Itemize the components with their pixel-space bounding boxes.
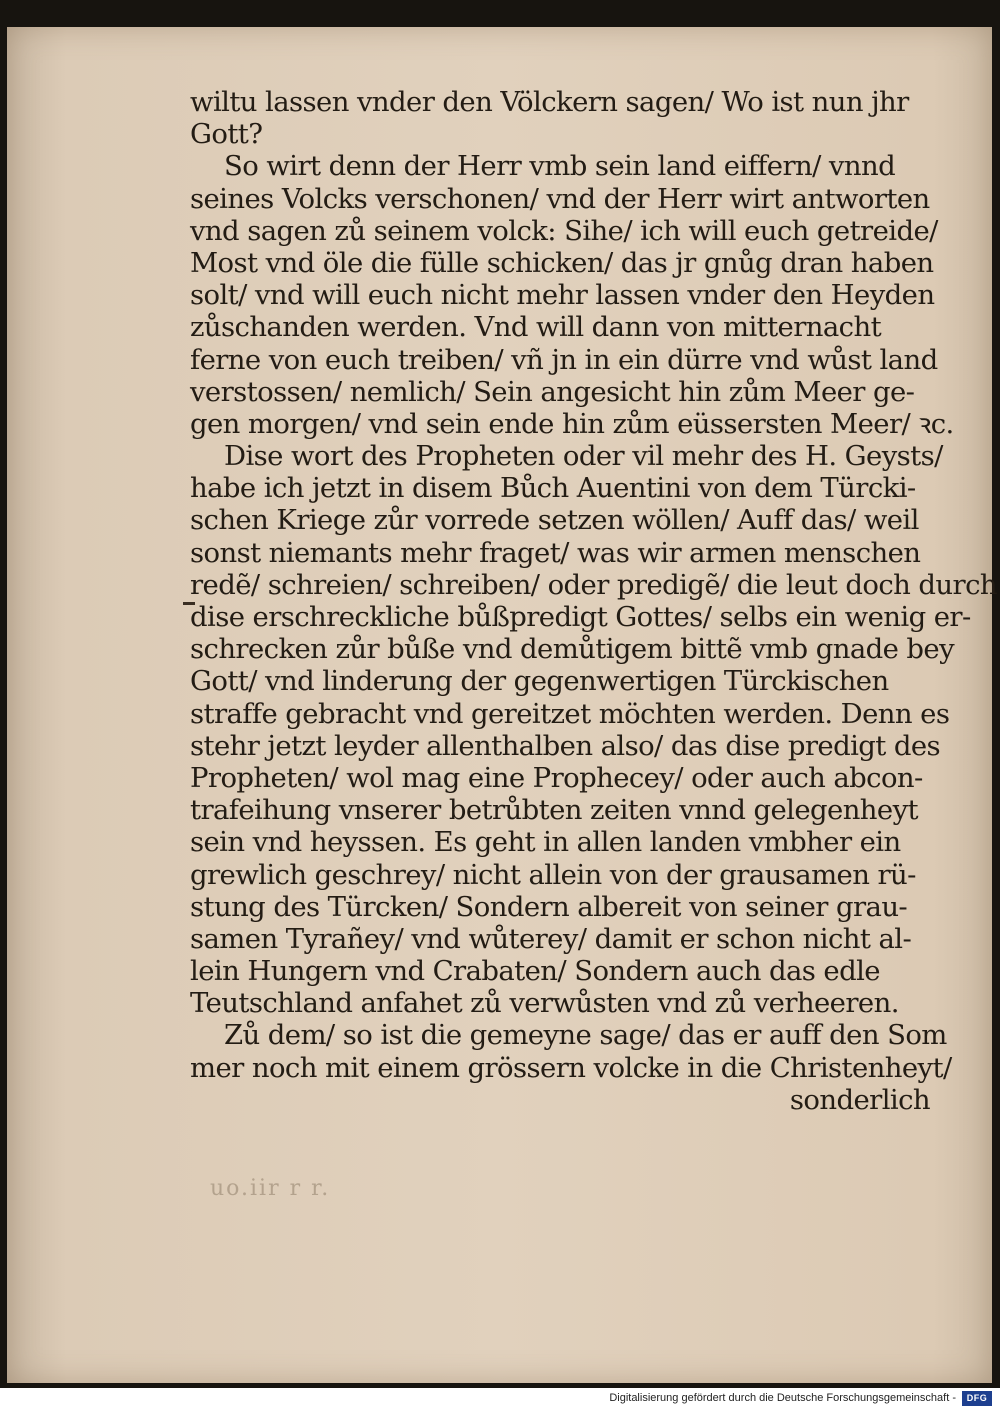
text-line: trafeihung vnserer betrůbten zeiten vnnd gelegenheyt [190, 794, 918, 827]
text-line: straffe gebracht vnd gereitzet möchten werden. Denn es [190, 697, 950, 730]
text-line: Most vnd öle die fülle schicken/ das jr gnůg dran haben [190, 246, 934, 279]
text-line: gen morgen/ vnd sein ende hin zům eüssersten Meer/ ꝛc. [190, 407, 954, 440]
text-line: lein Hungern vnd Crabaten/ Sondern auch das edle [190, 955, 880, 988]
page-text [190, 86, 997, 1116]
text-line: ferne von euch treiben/ vñ jn in ein dürre vnd wůst land [190, 343, 938, 376]
text-line: samen Tyrañey/ vnd wůterey/ damit er schon nicht al- [190, 922, 912, 955]
text-line: mer noch mit einem grössern volcke in die Christenheyt/ [190, 1051, 952, 1084]
footer-bar [0, 1388, 1000, 1410]
text-line: sein vnd heyssen. Es geht in allen landen vmbher ein [190, 826, 901, 859]
text-line: redẽ/ schreien/ schreiben/ oder predigẽ/ die leut doch durch [190, 568, 997, 601]
text-line: stehr jetzt leyder allenthalben also/ das dise predigt des [190, 729, 941, 762]
text-line: wiltu lassen vnder den Völckern sagen/ Wo ist nun jhr [190, 86, 909, 118]
text-line: stung des Türcken/ Sondern albereit von seiner grau- [190, 890, 908, 923]
text-line: Teutschland anfahet zů verwůsten vnd zů verheeren. [190, 987, 899, 1020]
text-line: vnd sagen zů seinem volck: Sihe/ ich will euch getreide/ [190, 214, 938, 247]
text-line: schen Kriege zůr vorrede setzen wöllen/ Auff das/ weil [190, 504, 919, 537]
text-line: dise erschreckliche bůßpredigt Gottes/ selbs ein wenig er- [190, 601, 971, 633]
text-line: Gott/ vnd linderung der gegenwertigen Türckischen [190, 665, 889, 698]
catchword: sonderlich [789, 1083, 930, 1116]
text-line: sonst niemants mehr fraget/ was wir armen menschen [190, 536, 921, 569]
faded-marks: uo.iir r r. [210, 1176, 331, 1201]
text-line: Propheten/ wol mag eine Prophecey/ oder auch abcon- [190, 761, 923, 794]
dfg-logo-icon: DFG [962, 1391, 992, 1406]
text-line: habe ich jetzt in disem Bůch Auentini von dem Türcki- [190, 472, 916, 505]
text-line: grewlich geschrey/ nicht allein von der grausamen rü- [190, 858, 916, 891]
funding-credit: Digitalisierung gefördert durch die Deutsche Forschungsgemeinschaft - [609, 1392, 956, 1404]
text-line: schrecken zůr bůße vnd demůtigem bittẽ vmb gnade bey [190, 633, 955, 666]
text-line: Zů dem/ so ist die gemeyne sage/ das er auff den Som [224, 1019, 947, 1052]
text-line: solt/ vnd will euch nicht mehr lassen vnder den Heyden [190, 279, 935, 312]
text-line: seines Volcks verschonen/ vnd der Herr wirt antworten [190, 182, 930, 215]
text-line: zůschanden werden. Vnd will dann von mitternacht [190, 311, 882, 344]
text-line: verstossen/ nemlich/ Sein angesicht hin zům Meer ge- [190, 375, 915, 408]
text-line: So wirt denn der Herr vmb sein land eiffern/ vnnd [224, 150, 896, 183]
text-line: Dise wort des Propheten oder vil mehr des H. Geysts/ [224, 440, 943, 473]
text-line: Gott? [190, 118, 263, 151]
